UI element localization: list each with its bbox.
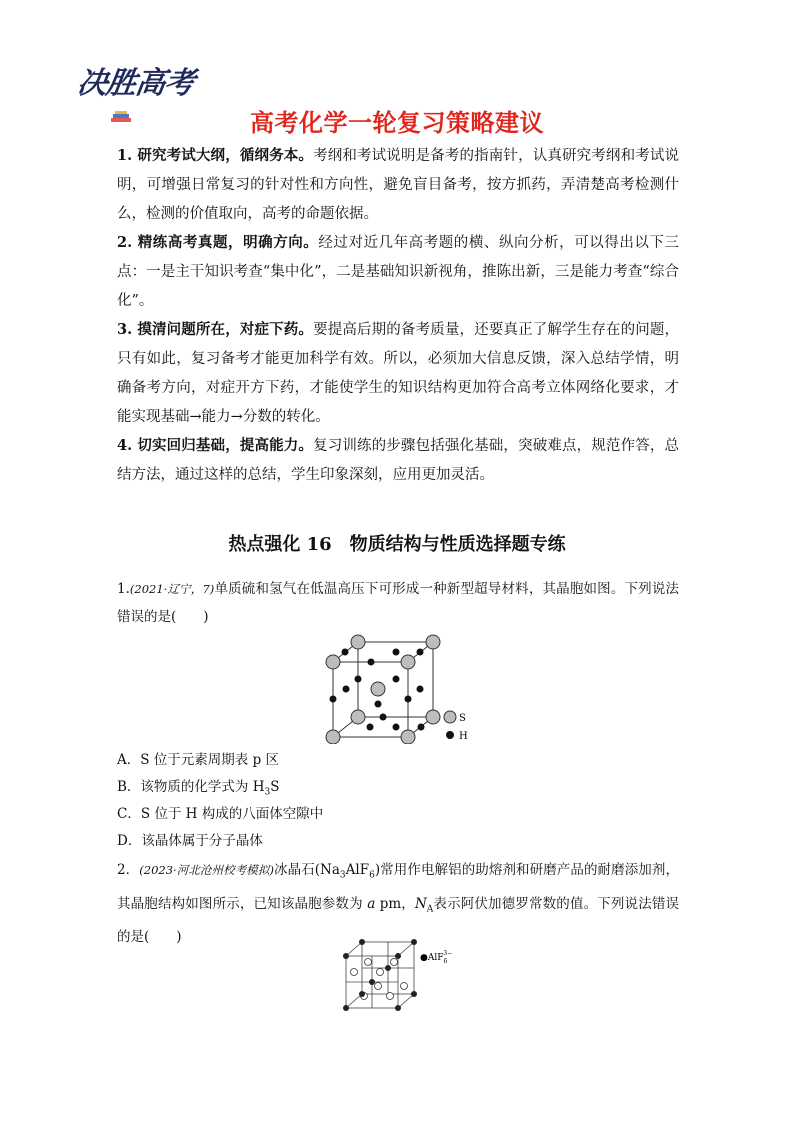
main-title: 高考化学一轮复习策略建议 [250, 109, 544, 137]
logo-text: 决胜高考 [75, 66, 196, 101]
q1-option-b-sub: 3 [264, 787, 271, 798]
q1-option-a: A．S 位于元素周期表 p 区 [117, 752, 280, 768]
strategy-1-lead: 1. 研究考试大纲，循纲务本。 [117, 147, 314, 164]
question-2-param: a [367, 895, 376, 912]
strategy-2-body: 经过对近几年高考题的横、纵向分析，可以得出以下三点：一是主干知识考查“集中化”，二是基础知识新视角，推陈出新，三是能力考查“综合化”。 [117, 235, 679, 309]
q1-option-d: D．该晶体属于分子晶体 [117, 833, 263, 849]
question-2-sub-2: 6 [369, 870, 375, 881]
question-1 [117, 575, 679, 631]
svg-text:●AlF63− [420, 950, 452, 965]
question-1-number: 1. [117, 581, 130, 597]
section-title: 热点强化 16 物质结构与性质选择题专练 [228, 534, 566, 555]
question-2-stem-2: AlF [345, 862, 370, 878]
crystal-cell-figure-1 [318, 632, 478, 744]
question-2-na: N [414, 895, 427, 912]
legend-ion-label: ●AlF [420, 953, 444, 963]
q1-option-b-post: S [270, 779, 280, 795]
strategy-2 [117, 228, 679, 316]
strategy-1 [117, 141, 679, 229]
legend-s-label: S [459, 713, 466, 724]
question-2-stem-4: pm， [375, 895, 415, 912]
legend-h-label: H [459, 731, 468, 742]
q1-option-b-pre: B．该物质的化学式为 H [117, 779, 265, 795]
strategy-2-lead: 2. 精练高考真题，明确方向。 [117, 234, 319, 251]
legend-ion-sup: 3− [443, 950, 453, 957]
q1-option-c: C．S 位于 H 构成的八面体空隙中 [117, 806, 324, 822]
question-2-sub-1: 3 [339, 870, 346, 881]
question-1-stem: 单质硫和氢气在低温高压下可形成一种新型超导材料，其晶胞如图。下列说法错误的是( ) [117, 581, 679, 625]
strategy-3-body: 要提高后期的备考质量，还要真正了解学生存在的问题，只有如此，复习备考才能更加科学有效。所以，必须加大信息反馈，深入总结学情，明确备考方向，对症开方下药，才能使学生的知识结构更加符合高考立体网络化要求，才能实现基础→能力→分数的转化。 [117, 322, 680, 425]
question-2-stem-1: 冰晶石(Na [273, 862, 340, 878]
question-1-source: (2021·辽宁，7) [129, 582, 215, 596]
strategy-4-lead: 4. 切实回归基础，提高能力。 [117, 437, 314, 454]
strategy-3 [117, 315, 679, 432]
strategy-3-lead: 3. 摸清问题所在，对症下药。 [117, 321, 314, 338]
question-2-stem-5: 表示阿伏加德罗常数的值。下列说法错误的是( ) [117, 895, 680, 946]
strategy-1-body: 考纲和考试说明是备考的指南针，认真研究考纲和考试说明，可增强日常复习的针对性和方向性，避免盲目备考，按方抓药，弄清楚高考检测什么，检测的价值取向，高考的命题依据。 [117, 148, 680, 222]
strategy-4-body: 复习训练的步骤包括强化基础，突破难点，规范作答，总结方法，通过这样的总结，学生印象深刻，应用更加灵活。 [117, 438, 680, 483]
crystal-cell-figure-2 [338, 938, 468, 1014]
q1-option-b [117, 777, 279, 803]
strategy-4 [117, 431, 679, 490]
legend-ion-sub: 6 [443, 958, 448, 965]
question-2-number: 2． [117, 862, 140, 878]
question-2-stem-3: )常用作电解铝的助熔剂和研磨产品的耐磨添加剂，其晶胞结构如图所示，已知该晶胞参数为 [117, 862, 679, 912]
question-2-source: (2023·河北沧州校考模拟) [139, 863, 274, 877]
question-2-na-sub: A [426, 904, 434, 915]
